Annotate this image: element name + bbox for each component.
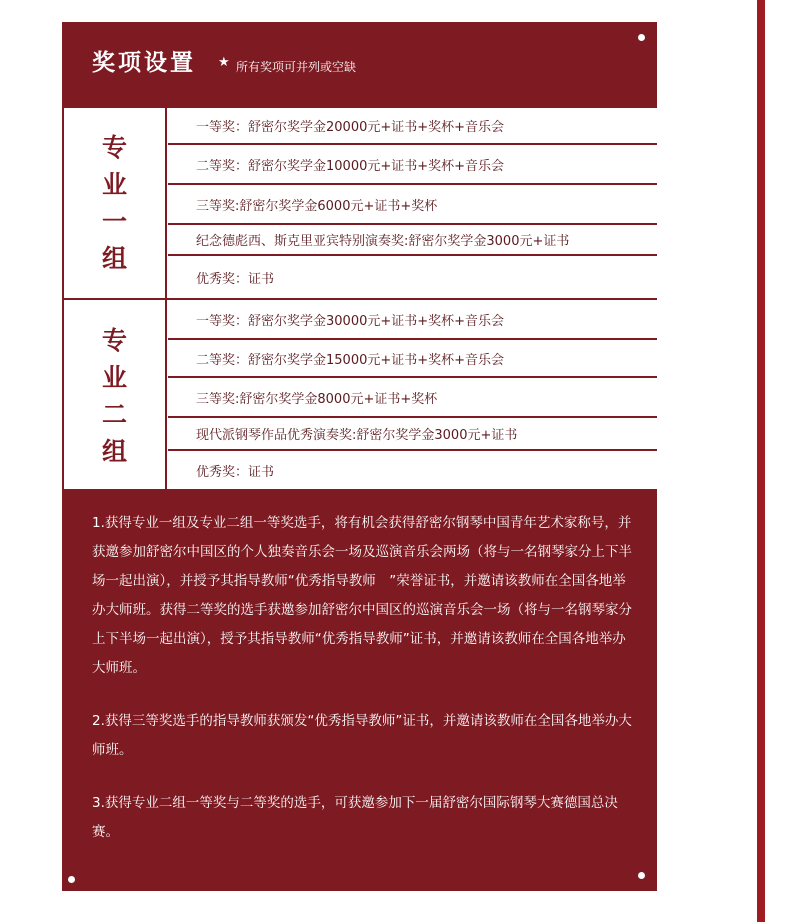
header-note: 所有奖项可并列或空缺	[236, 60, 357, 74]
note-paragraph: 3.获得专业二组一等奖与二等奖的选手，可获邀参加下一届舒密尔国际钢琴大赛德国总决赛。	[92, 795, 618, 840]
group-label: 专业二组	[64, 300, 167, 491]
award-row: 三等奖:舒密尔奖学金6000元+证书+奖杯	[168, 185, 657, 225]
dot-top-right	[638, 34, 645, 41]
section-title: 奖项设置	[92, 50, 196, 76]
award-row: 三等奖:舒密尔奖学金8000元+证书+奖杯	[168, 378, 657, 418]
dot-bottom-right	[638, 872, 645, 879]
award-row: 二等奖：舒密尔奖学金10000元+证书+奖杯+音乐会	[168, 145, 657, 185]
star-icon: ★	[218, 55, 230, 70]
award-notes	[92, 509, 637, 871]
award-row: 纪念德彪西、斯克里亚宾特别演奏奖:舒密尔奖学金3000元+证书	[168, 225, 657, 256]
group-2	[64, 298, 657, 491]
note-paragraph: 1.获得专业一组及专业二组一等奖选手，将有机会获得舒密尔钢琴中国青年艺术家称号，并获邀参加舒密尔中国区的个人独奏音乐会一场及巡演音乐会两场（将与一名钢琴家分上下半场一起出演），并授予其指导教师“优秀指导教师 ”荣誉证书，并邀请该教师在全国各地举办大师班。获得二等奖的选手获邀参加舒密尔中国区的巡演音乐会一场（将与一名钢琴家分上下半场一起出演），授予其指导教师“优秀指导教师”证书，并邀请该教师在全国各地举办大师班。	[92, 515, 632, 676]
note-paragraph: 2.获得三等奖选手的指导教师获颁发“优秀指导教师”证书，并邀请该教师在全国各地举办大师班。	[92, 713, 632, 758]
card-header	[62, 22, 657, 108]
group-label: 专业一组	[64, 108, 167, 298]
award-row: 二等奖：舒密尔奖学金15000元+证书+奖杯+音乐会	[168, 340, 657, 378]
side-stripe	[757, 0, 765, 922]
group-1	[64, 108, 657, 298]
award-settings-card	[62, 22, 657, 891]
award-row: 优秀奖：证书	[196, 271, 275, 287]
award-row: 现代派钢琴作品优秀演奏奖:舒密尔奖学金3000元+证书	[168, 418, 657, 451]
awards-table	[64, 108, 657, 489]
award-row: 一等奖：舒密尔奖学金20000元+证书+奖杯+音乐会	[168, 108, 657, 145]
award-row: 一等奖：舒密尔奖学金30000元+证书+奖杯+音乐会	[168, 300, 657, 340]
award-row: 优秀奖：证书	[196, 464, 275, 480]
dot-bottom-left	[68, 876, 75, 883]
